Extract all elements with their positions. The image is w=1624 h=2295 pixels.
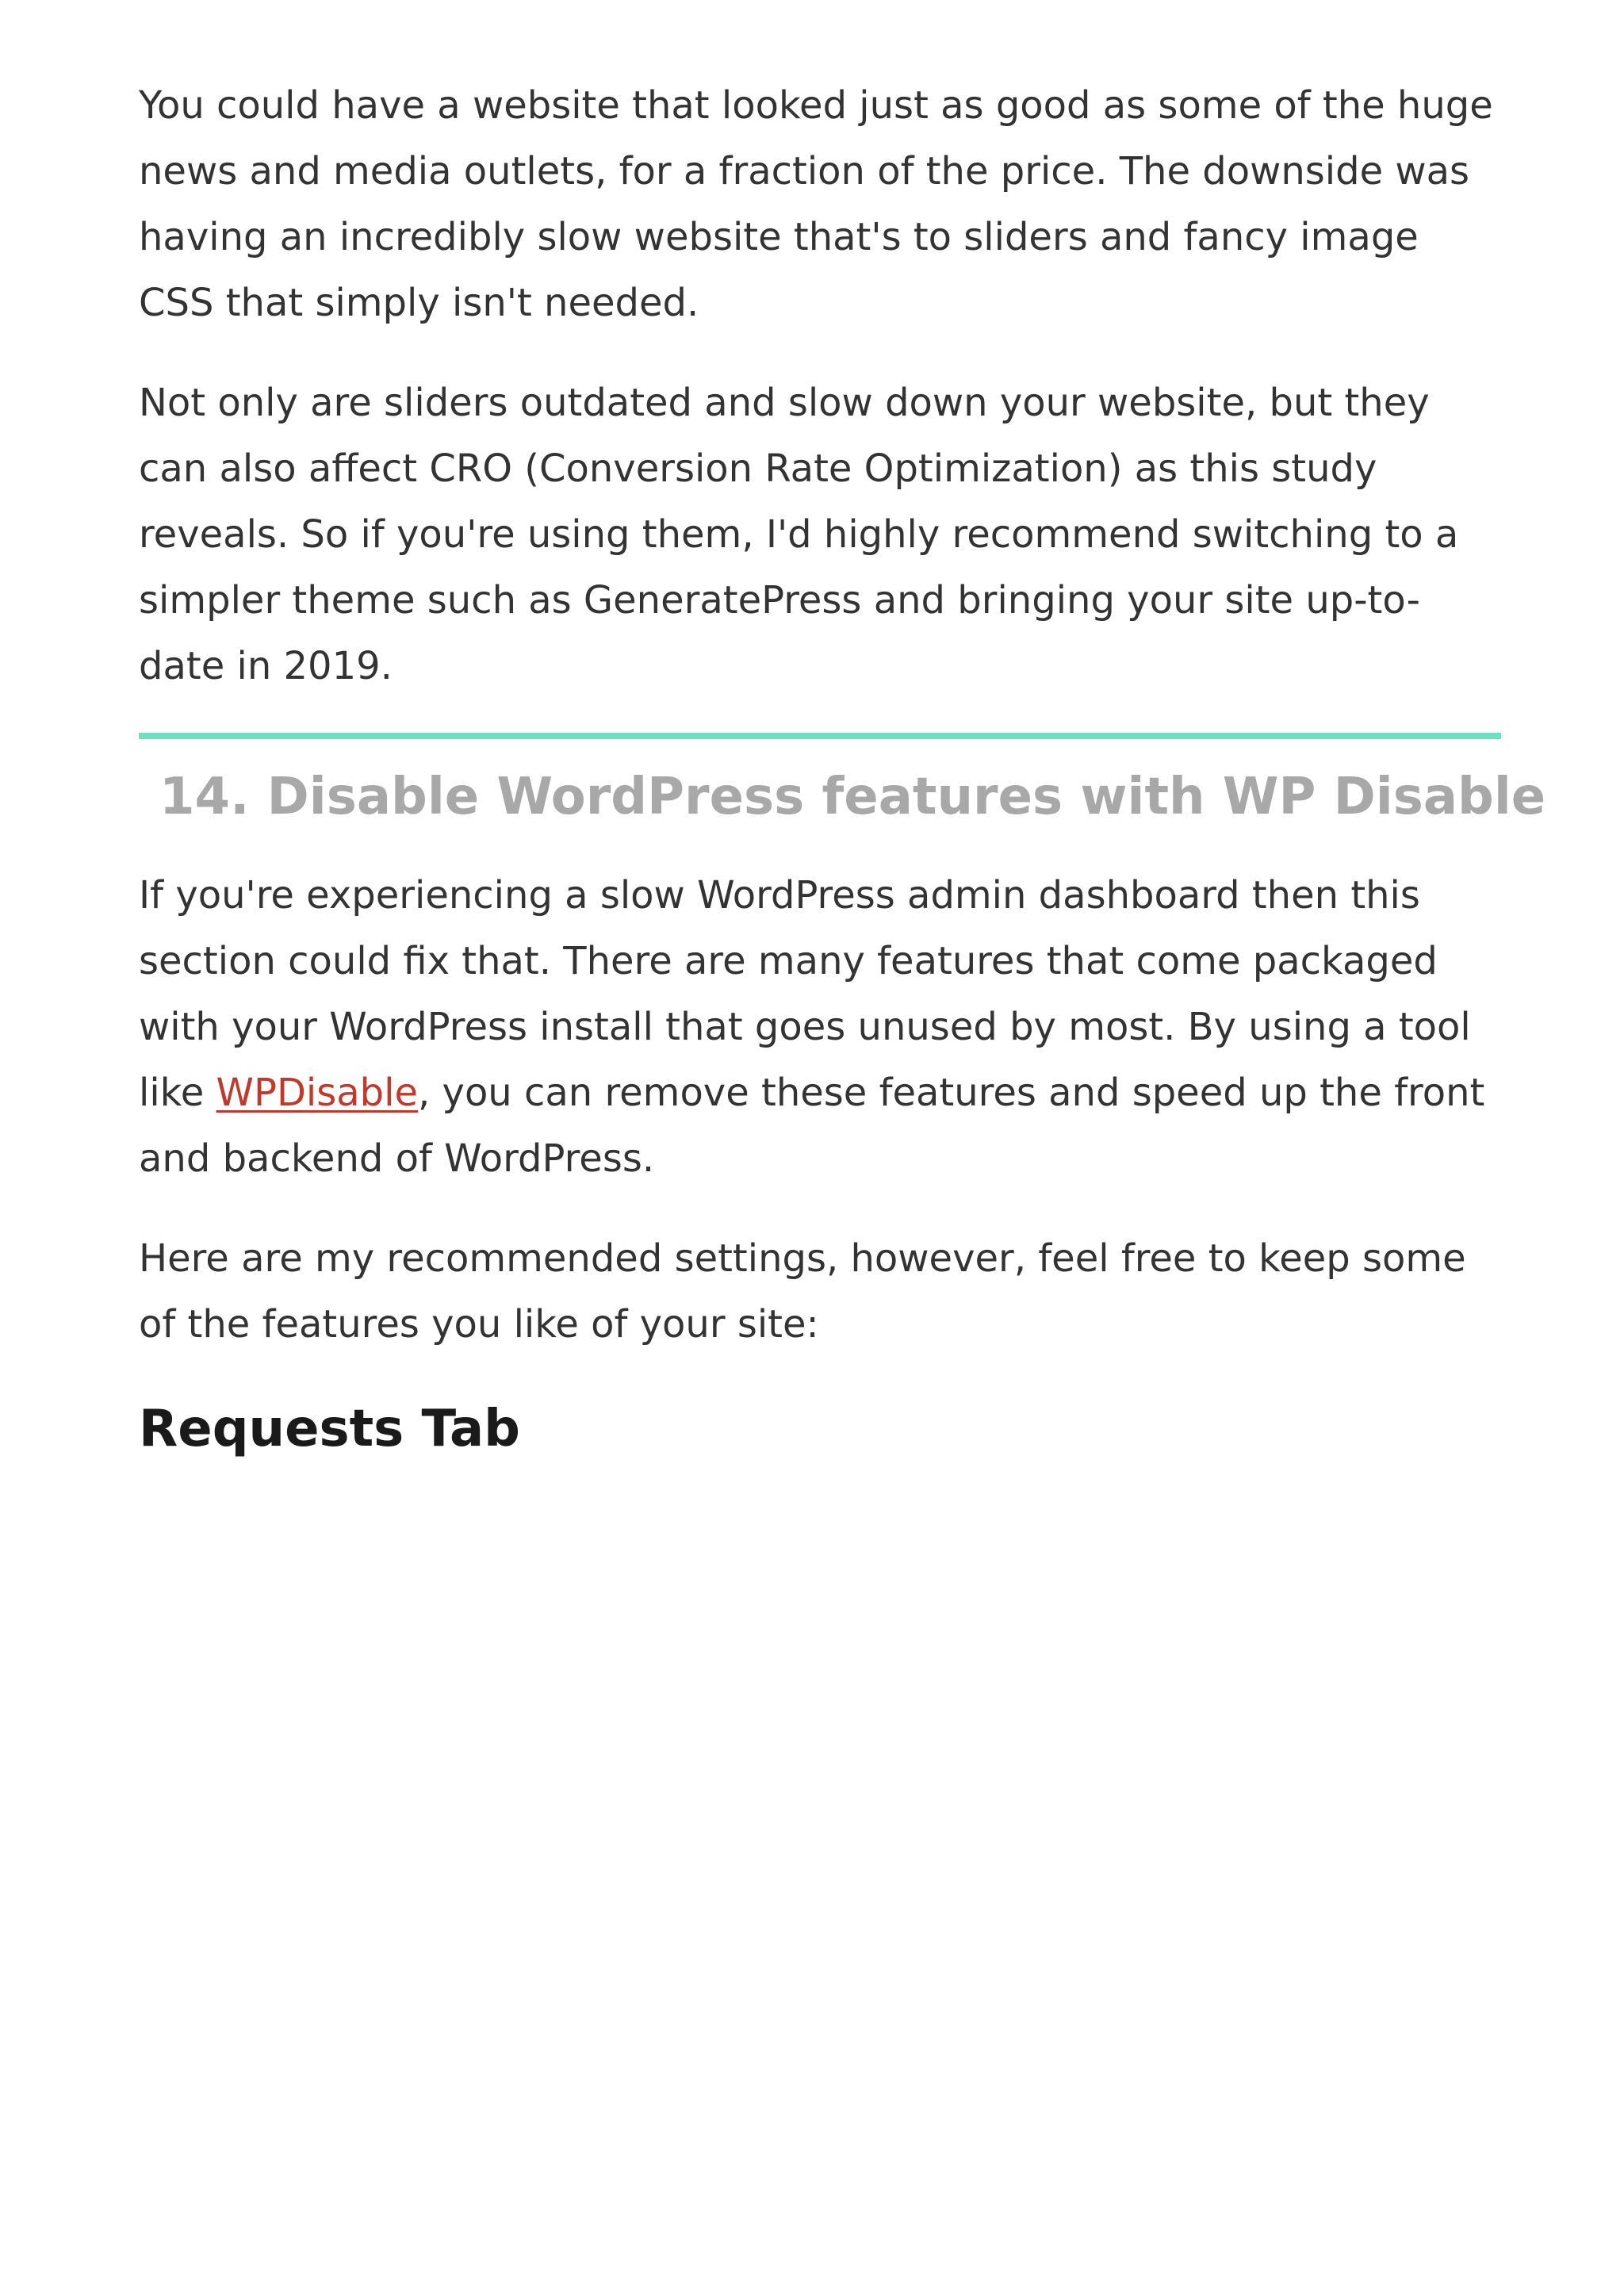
- section-divider: [139, 733, 1501, 739]
- section-paragraph-2: Here are my recommended settings, however, feel free to keep some of the features you like of your site:: [139, 1236, 1466, 1347]
- section-title: 14. Disable WordPress features with WP Disable: [159, 768, 1546, 826]
- article-content: [139, 73, 1546, 1469]
- intro-paragraph-2: Not only are sliders outdated and slow down your website, but they can also affect CRO (Conversion Rate Optimization) as this study reveals. So if you're using them, I'd highly recommend switching to a simpler theme such as GeneratePress and bringing your site up-to-date in 2019.: [139, 381, 1459, 688]
- paragraph-text-before-link: If you're experiencing a slow WordPress admin dashboard then this section could fix that. There are many features that come packaged with your WordPress install that goes unused by most. By using a tool like: [139, 873, 1471, 1115]
- wpdisable-link[interactable]: WPDisable: [216, 1071, 419, 1115]
- requests-tab-heading: Requests Tab: [139, 1400, 520, 1458]
- section-paragraph-1: [139, 863, 1501, 1192]
- intro-paragraph-1: You could have a website that looked just as good as some of the huge news and media outlets, for a fraction of the price. The downside was having an incredibly slow website that's to sliders and fancy image CSS that simply isn't needed.: [139, 83, 1493, 325]
- paragraph-text-after-link: , you can remove these features and speed up the front and backend of WordPress.: [139, 1071, 1485, 1181]
